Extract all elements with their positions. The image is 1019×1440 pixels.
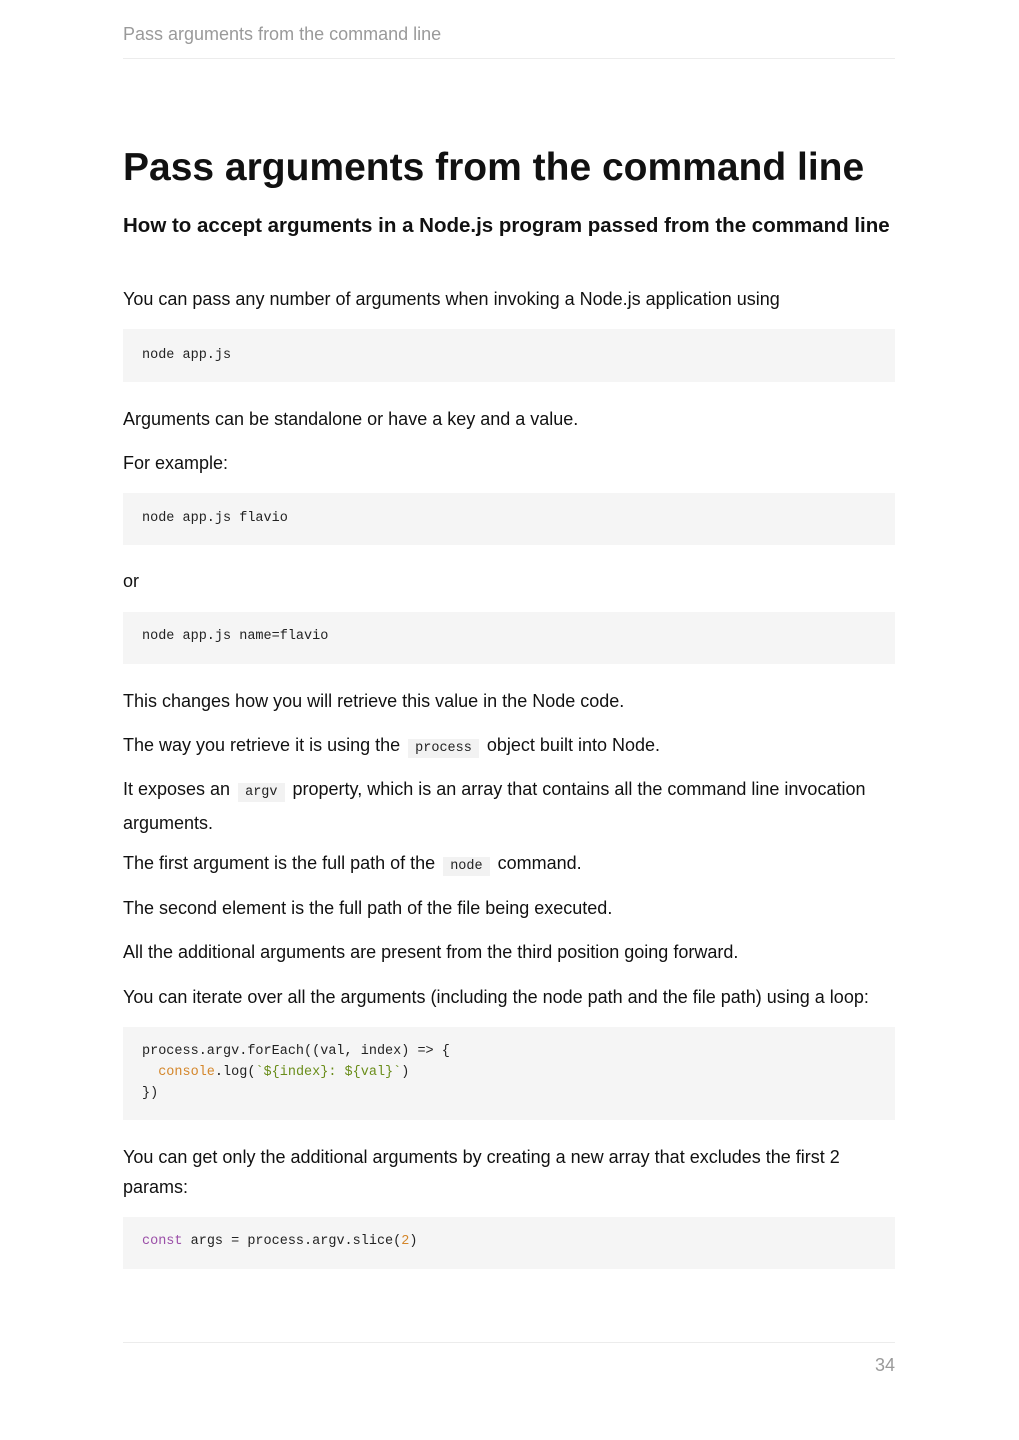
code-block-slice xyxy=(123,1217,895,1269)
text: property, which is an array that contains all the command line invocation arguments. xyxy=(123,779,866,833)
paragraph-changes: This changes how you will retrieve this value in the Node code. xyxy=(123,691,625,711)
paragraph-or: or xyxy=(123,571,140,591)
code-token-keyword: const xyxy=(142,1234,183,1249)
code-block-node-app xyxy=(123,329,895,382)
code-line: process.argv.forEach((val, index) => { xyxy=(142,1044,450,1059)
inline-code-node: node xyxy=(443,857,489,876)
code-line: node app.js flavio xyxy=(142,511,288,526)
code-line: }) xyxy=(142,1086,159,1101)
page-number: 34 xyxy=(874,1355,895,1375)
code-token: ) xyxy=(401,1065,410,1080)
inline-code-process: process xyxy=(408,739,479,758)
text: object built into Node. xyxy=(486,735,660,755)
paragraph-intro: You can pass any number of arguments when invoking a Node.js application using xyxy=(123,289,780,309)
page-subtitle: How to accept arguments in a Node.js program passed from the command line xyxy=(123,214,890,237)
code-line: node app.js name=flavio xyxy=(142,629,329,644)
code-line xyxy=(142,1065,409,1080)
code-token: ) xyxy=(409,1234,418,1249)
header-divider xyxy=(123,58,895,59)
code-line: node app.js xyxy=(142,348,232,363)
text: The way you retrieve it is using the xyxy=(123,735,401,755)
paragraph-second-element: The second element is the full path of the file being executed. xyxy=(123,898,613,918)
paragraph-process xyxy=(123,730,895,764)
code-token-template-string: `${index}: ${val}` xyxy=(255,1065,402,1080)
paragraph-iterate: You can iterate over all the arguments (including the node path and the file path) using a loop: xyxy=(123,987,869,1007)
code-token-console: console xyxy=(158,1065,215,1080)
code-token: .log( xyxy=(214,1065,256,1080)
running-header: Pass arguments from the command line xyxy=(123,24,442,44)
page-title: Pass arguments from the command line xyxy=(123,146,865,189)
code-block-name-flavio xyxy=(123,612,895,664)
paragraph-first-argument xyxy=(123,848,895,882)
code-token: args = process.argv.slice( xyxy=(182,1234,402,1249)
text: command. xyxy=(497,853,582,873)
footer-divider xyxy=(123,1342,895,1343)
code-indent xyxy=(142,1065,158,1080)
paragraph-standalone: Arguments can be standalone or have a key and a value. xyxy=(123,409,579,429)
paragraph-argv xyxy=(123,774,895,838)
paragraph-additional: All the additional arguments are present from the third position going forward. xyxy=(123,942,739,962)
code-block-foreach xyxy=(123,1027,895,1120)
code-block-flavio xyxy=(123,493,895,545)
text: The first argument is the full path of the xyxy=(123,853,436,873)
inline-code-argv: argv xyxy=(238,783,284,802)
paragraph-for-example: For example: xyxy=(123,453,229,473)
paragraph-slice: You can get only the additional arguments by creating a new array that excludes the first 2 params: xyxy=(123,1147,840,1197)
text: It exposes an xyxy=(123,779,231,799)
code-token-number: 2 xyxy=(401,1234,410,1249)
